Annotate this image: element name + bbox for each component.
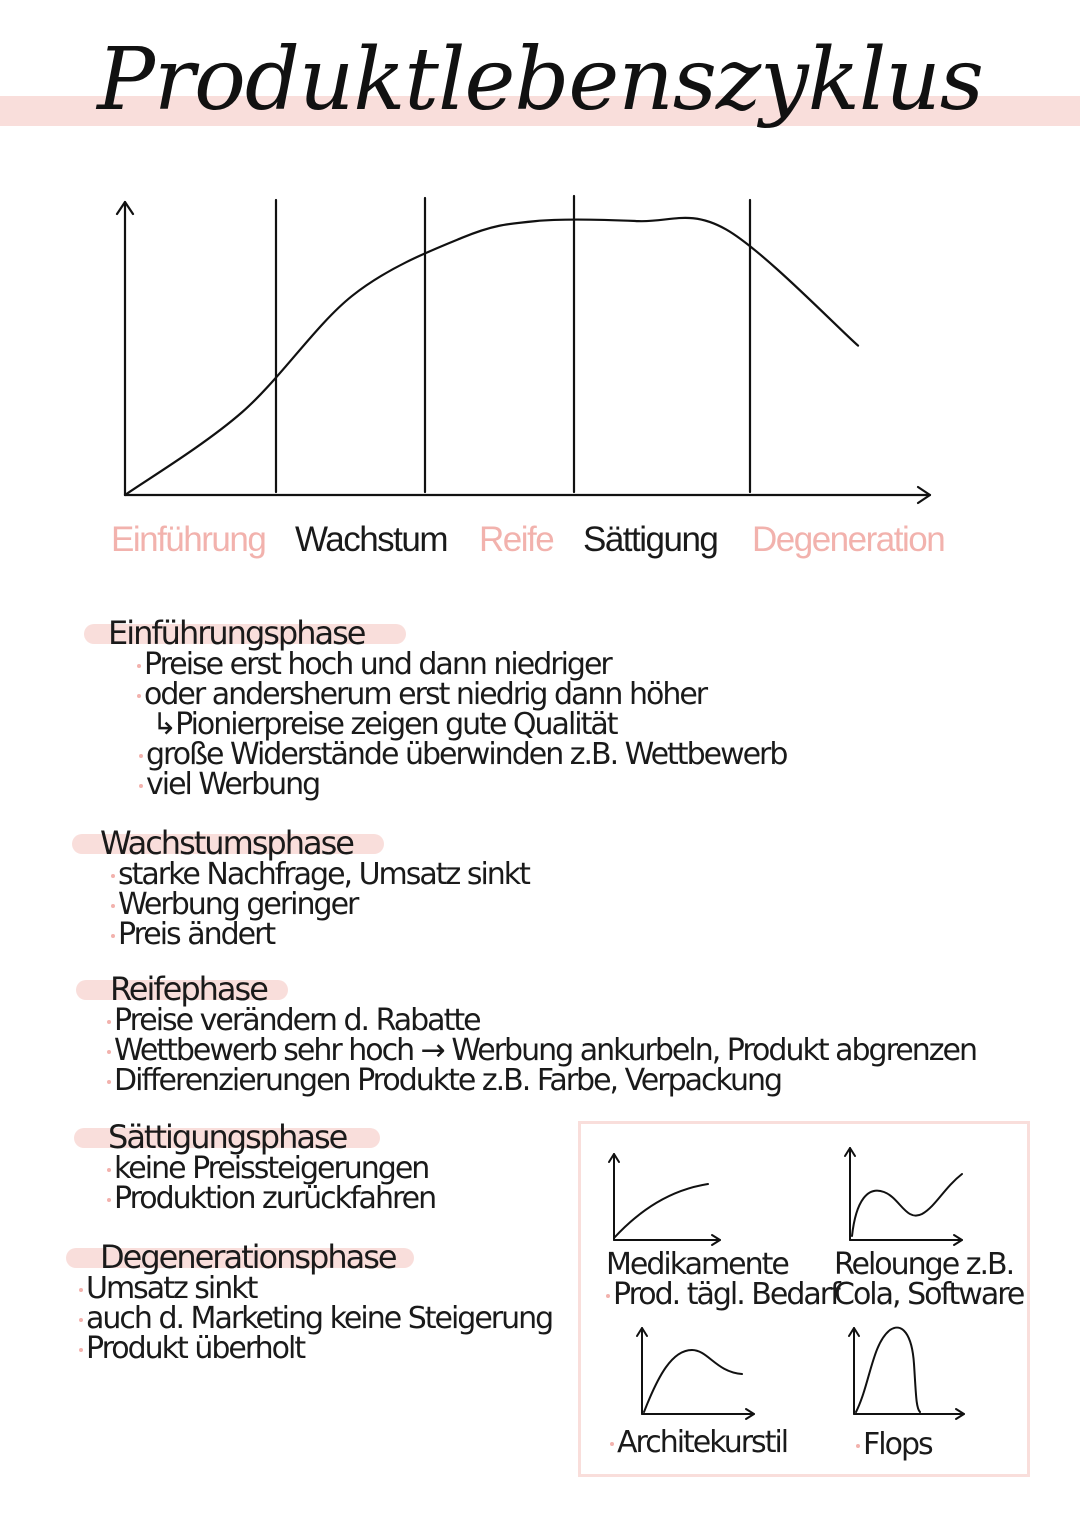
mini-curve (852, 1174, 962, 1236)
mini-label-architekurstil (610, 1425, 788, 1460)
mini-chart-medikamente (600, 1140, 740, 1250)
mini-chart-relounge (838, 1140, 978, 1250)
list-item: keine Preissteigerungen (114, 1154, 754, 1184)
phase-label-wachstum: Wachstum (295, 520, 448, 559)
section-heading (0, 826, 640, 860)
section-heading (0, 1120, 640, 1154)
section-title: Einführungsphase (108, 614, 365, 652)
section-heading (0, 1240, 640, 1274)
section-reifephase (0, 970, 976, 1098)
phase-labels (0, 520, 1080, 570)
page-title: Produktlebenszyklus (97, 30, 983, 130)
section-title: Degenerationsphase (100, 1238, 396, 1276)
mini-label-medikamente (606, 1247, 839, 1312)
section-einfuehrungsphase (0, 614, 787, 802)
bullet-list (0, 1003, 976, 1098)
list-item: auch d. Marketing keine Steigerung (86, 1304, 726, 1334)
section-degenerationsphase (0, 1240, 640, 1364)
phase-label-saettigung: Sättigung (583, 520, 718, 559)
section-heading (0, 972, 640, 1006)
list-item: Umsatz sinkt (86, 1274, 726, 1304)
mini-chart-architekurstil (630, 1324, 770, 1424)
bullet-list (0, 857, 640, 952)
mini-curve (856, 1328, 920, 1412)
list-item: viel Werbung (146, 770, 786, 800)
list-item: Produkt überholt (86, 1334, 726, 1364)
list-item: Produktion zurückfahren (114, 1184, 754, 1214)
list-item: Wettbewerb sehr hoch → Werbung ankurbeln, Produkt abgrenzen (114, 1033, 976, 1068)
label-line: Prod. tägl. Bedarf (606, 1280, 839, 1310)
list-item: oder andersherum erst niedrig dann höher (144, 680, 784, 710)
section-title: Wachstumsphase (100, 824, 353, 862)
label-line: Medikamente (606, 1247, 788, 1282)
mini-chart-flops (840, 1324, 980, 1424)
bullet-list (0, 647, 787, 802)
list-item: große Widerstände überwinden z.B. Wettbewerb (146, 737, 787, 772)
list-item: Preise erst hoch und dann niedriger (144, 650, 784, 680)
label-line: Cola, Software (834, 1277, 1024, 1312)
phase-label-degeneration: Degeneration (752, 520, 945, 559)
mini-curve (644, 1350, 742, 1412)
label-line: Relounge z.B. (834, 1247, 1014, 1282)
label-line: Flops (856, 1430, 932, 1460)
list-item: ↳Pionierpreise zeigen gute Qualität (152, 707, 617, 742)
list-item: Preise verändern d. Rabatte (114, 1006, 754, 1036)
list-item: starke Nachfrage, Umsatz sinkt (118, 860, 758, 890)
label-line: Architekurstil (610, 1428, 787, 1458)
lifecycle-curve (125, 218, 858, 495)
list-item: Preis ändert (118, 920, 758, 950)
mini-label-flops (856, 1427, 932, 1462)
section-saettigungsphase (0, 1120, 640, 1214)
section-title: Reifephase (110, 970, 267, 1008)
section-wachstumsphase (0, 826, 640, 950)
bullet-list (0, 1271, 640, 1366)
mini-curve (614, 1184, 708, 1238)
bullet-list (0, 1151, 640, 1216)
list-item: Werbung geringer (118, 890, 758, 920)
phase-label-reife: Reife (479, 520, 554, 559)
mini-label-relounge (834, 1247, 1024, 1312)
section-title: Sättigungsphase (108, 1118, 347, 1156)
lifecycle-chart (0, 0, 1080, 520)
section-heading (0, 616, 640, 650)
phase-label-einfuehrung: Einführung (111, 520, 266, 559)
list-item: Differenzierungen Produkte z.B. Farbe, Verpackung (114, 1063, 782, 1098)
